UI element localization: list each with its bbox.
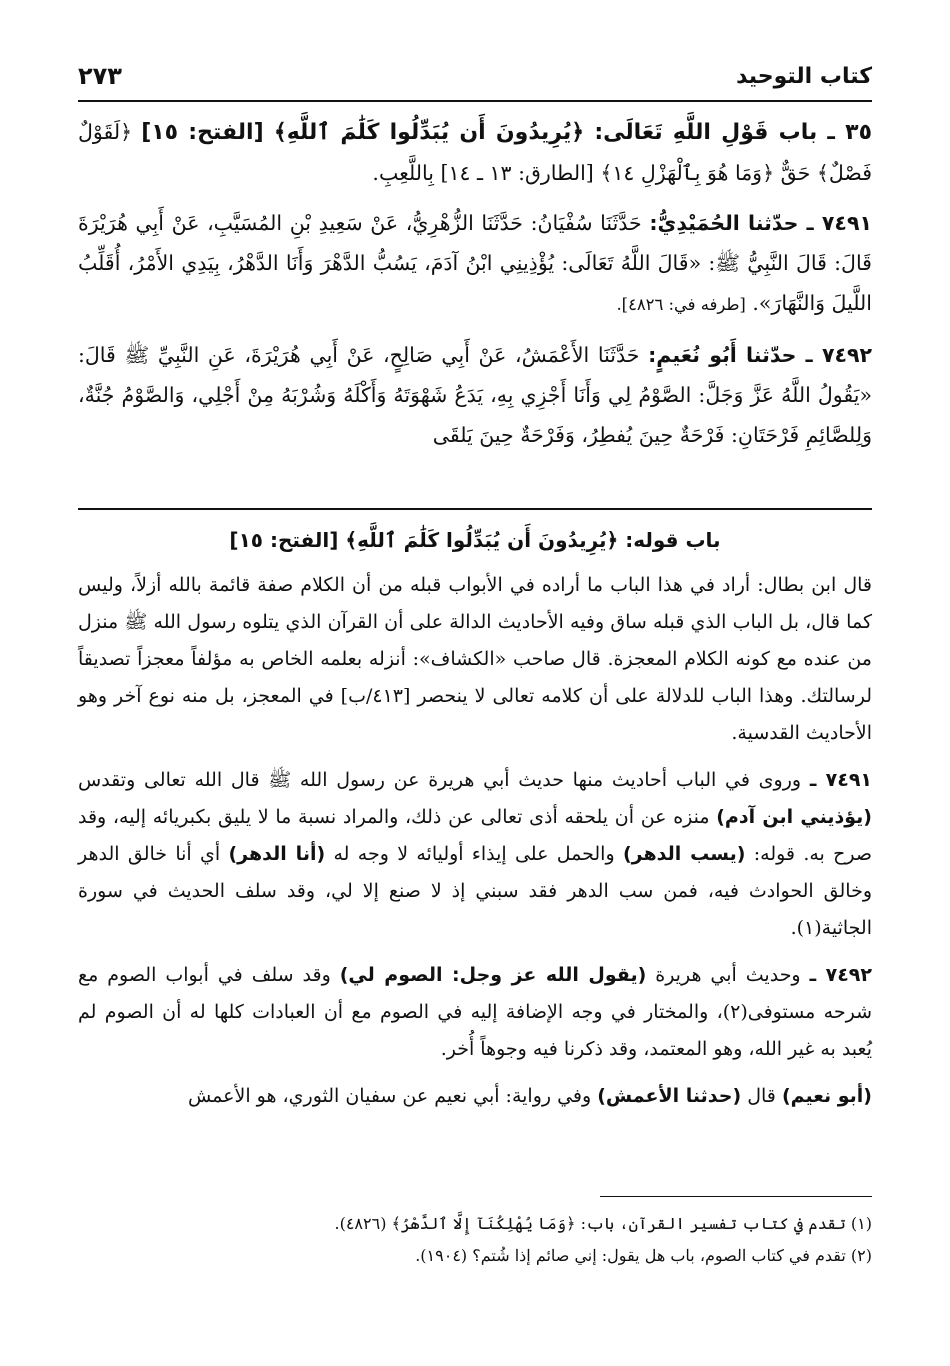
para-text: منزه عن أن يلحقه أذى تعالى عن ذلك، والمراد نسبة ما لا يليق بكبريائه إليه، وقد صرح به. قوله:: [78, 806, 873, 865]
footnote-2: (٢) تقدم في كتاب الصوم، باب هل يقول: إني صائم إذا شُتم؟ (١٩٠٤).: [415, 1246, 872, 1265]
commentary-para-4: [78, 1078, 872, 1115]
book-title: كتاب التوحيد: [736, 63, 872, 89]
footnotes: [78, 1208, 872, 1272]
hadith-7492: [78, 335, 872, 455]
quoted-phrase: (يؤذيني ابن آدم): [716, 806, 872, 828]
hadith-7491: [78, 203, 872, 325]
chapter-continuation: ﴿لَقَوْلٌ فَصْلٌ﴾ حَقٌّ ﴿وَمَا هُوَ بِٱلْهَزْلِ ١٤﴾ [الطارق: ١٣ ـ ١٤] بِاللَّعِبِ.: [78, 120, 872, 185]
chapter-heading: [78, 112, 872, 193]
para-text: وحديث أبي هريرة: [655, 964, 801, 986]
section-divider: [78, 508, 872, 510]
hadith-7491-lead: ٧٤٩١ ـ حدّثنا الحُمَيْدِيُّ:: [649, 211, 872, 235]
quoted-phrase: (يسب الدهر): [622, 843, 746, 865]
quoted-phrase: (حدثنا الأعمش): [597, 1085, 742, 1107]
para-text: وفي رواية: أبي نعيم عن سفيان الثوري، هو الأعمش: [187, 1085, 592, 1107]
matn-section: [78, 112, 872, 465]
hadith-7491-ref: [طرفه في: ٤٨٢٦].: [616, 295, 746, 314]
header-rule: [78, 100, 872, 102]
para-number: ٧٤٩٢ ـ: [809, 964, 872, 986]
para-text: والحمل على إيذاء أوليائه لا وجه له: [333, 843, 615, 865]
commentary-para-1: قال ابن بطال: أراد في هذا الباب ما أراده في الأبواب قبله من أن الكلام صفة قائمة بالله أزلاً، وليس كما قال، بل الباب الذي قبله ساق وفيه الأحاديث الدالة على أن القرآن الذي يتلوه رسول الله ﷺ منزل من عنده مع كونه الكلام المعجزة. قال صاحب «الكشاف»: أنزله بعلمه الخاص به مؤلفاً معجزاً تصديقاً لرسالتك. وهذا الباب للدلالة على أن كلامه تعالى لا ينحصر [٤١٣/ب] في المعجز، بل منه نوع آخر وهو الأحاديث القدسية.: [78, 574, 872, 744]
footnote-1: (١) تقدم في كتاب تفسير القرآن، باب: ﴿وَمَا يُهْلِكُنَآ إِلَّا ٱلدَّهْرُ﴾ (٤٨٢٦).: [334, 1214, 872, 1233]
running-header: [78, 56, 872, 96]
page-number: ٢٧٣: [78, 62, 122, 90]
para-text: قال: [747, 1085, 776, 1107]
hadith-7492-lead: ٧٤٩٢ ـ حدّثنا أَبُو نُعَيمٍ:: [648, 343, 873, 367]
quoted-phrase: (أبو نعيم): [781, 1085, 872, 1107]
hadith-7491-text: حَدَّثَنَا سُفْيَانُ: حَدَّثَنَا الزُّهْرِيُّ، عَنْ سَعِيدِ بْنِ المُسَيَّبِ، عَنْ أَبِي هُرَيْرَةَ قَالَ: قَالَ النَّبِيُّ ﷺ: «قَالَ اللَّهُ تَعَالَى: يُؤْذِينِي ابْنُ آدَمَ، يَسُبُّ الدَّهْرَ وَأَنَا الدَّهْرُ، بِيَدِي الأَمْرُ، أُقَلِّبُ اللَّيلَ وَالنَّهَارَ».: [78, 211, 872, 315]
para-number: ٧٤٩١ ـ: [809, 769, 873, 791]
para-text: وقد سلف في أبواب الصوم مع شرحه مستوفى(٢)، والمختار في وجه الإضافة إليه في الصوم مع أن العبادات كلها له أن الصوم لم يُعبد به غير الله، وهو المعتمد، وقد ذكرنا فيه وجوهاً أُخر.: [78, 964, 872, 1060]
para-text: وروى في الباب أحاديث منها حديث أبي هريرة عن رسول الله ﷺ قال الله تعالى وتقدس: [78, 769, 802, 791]
para-text: أي أنا خالق الدهر وخالق الحوادث فيه، فمن سب الدهر فقد سبني إذ لا صنع إلا لي، وقد سلف الحديث في سورة الجاثية(١).: [78, 843, 872, 939]
quoted-phrase: (أنا الدهر): [228, 843, 326, 865]
commentary-heading: باب قوله: ﴿يُرِيدُونَ أَن يُبَدِّلُوا كَلَٰمَ ٱللَّهِ﴾ [الفتح: ١٥]: [229, 528, 721, 552]
footnote-rule: [600, 1196, 872, 1197]
commentary-para-7492: [78, 957, 872, 1068]
hadith-7492-text: حَدَّثَنَا الأَعْمَشُ، عَنْ أَبِي صَالِحٍ، عَنْ أَبِي هُرَيْرَةَ، عَنِ النَّبِيِّ ﷺ قَالَ: «يَقُولُ اللَّهُ عَزَّ وَجَلَّ: الصَّوْمُ لِي وَأَنَا أَجْزِي بِهِ، يَدَعُ شَهْوَتَهُ وَأَكْلَهُ وَشُرْبَهُ مِنْ أَجْلِي، وَالصَّوْمُ جُنَّةٌ، وَلِلصَّائِمِ فَرْحَتَانِ: فَرْحَةٌ حِينَ يُفطِرُ، وَفَرْحَةٌ حِينَ يَلقَى: [78, 343, 872, 447]
commentary-section: [78, 522, 872, 1125]
chapter-title: ٣٥ ـ باب قَوْلِ اللَّهِ تَعَالَى: ﴿يُرِيدُونَ أَن يُبَدِّلُوا كَلَٰمَ ٱللَّهِ﴾ [الفتح: ١٥]: [141, 120, 872, 145]
commentary-para-7491: [78, 762, 872, 947]
quoted-phrase: (يقول الله عز وجل: الصوم لي): [339, 964, 647, 986]
